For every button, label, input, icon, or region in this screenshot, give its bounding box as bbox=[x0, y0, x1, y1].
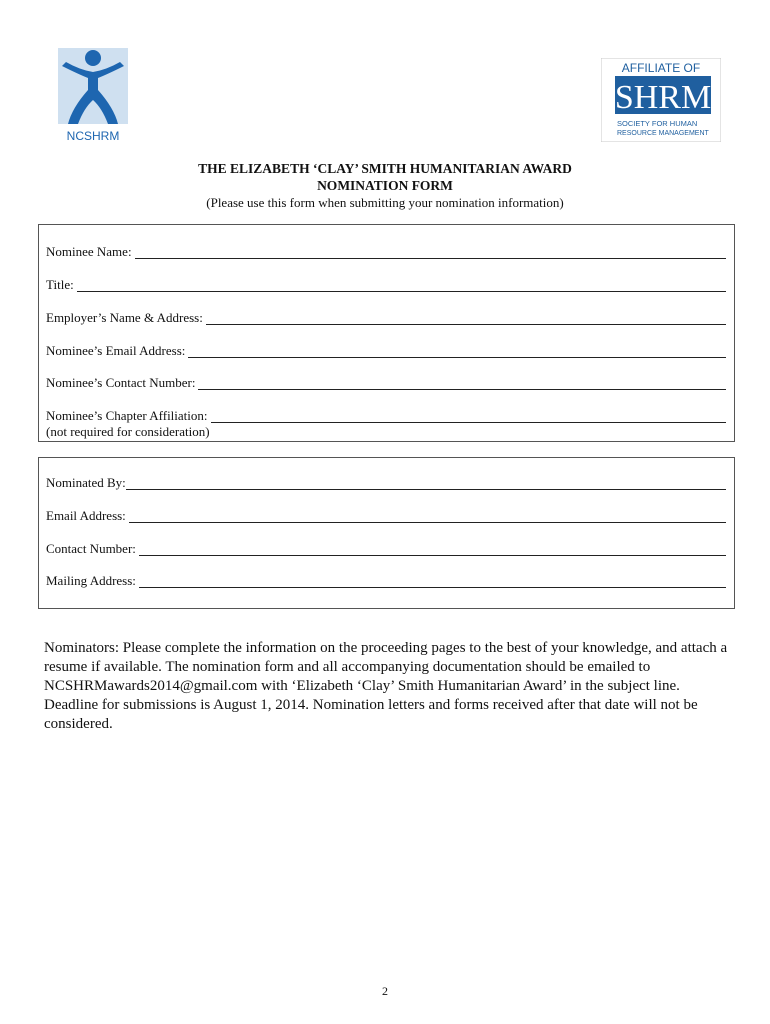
employer-label: Employer’s Name & Address: bbox=[46, 310, 203, 325]
nominator-info-box bbox=[38, 457, 735, 609]
nominee-name-field[interactable] bbox=[46, 244, 726, 259]
nominee-info-box bbox=[38, 224, 735, 442]
chapter-affiliation-field[interactable] bbox=[46, 408, 726, 423]
nominee-contact-line[interactable] bbox=[198, 378, 726, 390]
nominator-email-field[interactable] bbox=[46, 508, 726, 523]
employer-field[interactable] bbox=[46, 310, 726, 325]
instructions-paragraph: Nominators: Please complete the information on the proceeding pages to the best of your knowledge, and attach a resume if available. The nomination form and all accompanying documentation should be emailed to NCSHRMawards2014@gmail.com with ‘Elizabeth ‘Clay’ Smith Humanitarian Award’ in the subject line. Deadline for submissions is August 1, 2014. Nomination letters and forms received after that date will not be considered. bbox=[44, 640, 728, 732]
shrm-logo-icon bbox=[601, 58, 721, 142]
mailing-address-line[interactable] bbox=[139, 576, 726, 588]
shrm-tagline-1: SOCIETY FOR HUMAN bbox=[617, 119, 698, 128]
nominator-email-label: Email Address: bbox=[46, 508, 126, 523]
nominated-by-line[interactable] bbox=[126, 478, 726, 490]
shrm-tagline-2: RESOURCE MANAGEMENT bbox=[617, 130, 709, 137]
chapter-affiliation-label: Nominee’s Chapter Affiliation: bbox=[46, 408, 208, 423]
form-title: NOMINATION FORM bbox=[317, 178, 453, 193]
nominee-email-label: Nominee’s Email Address: bbox=[46, 343, 186, 358]
form-subtitle: (Please use this form when submitting your nomination information) bbox=[206, 195, 564, 210]
chapter-affiliation-note: (not required for consideration) bbox=[46, 424, 210, 439]
nominator-contact-label: Contact Number: bbox=[46, 541, 136, 556]
shrm-affiliate-logo bbox=[601, 58, 721, 142]
nominee-title-label: Title: bbox=[46, 277, 74, 292]
nominee-contact-field[interactable] bbox=[46, 375, 726, 390]
nominee-email-line[interactable] bbox=[188, 346, 726, 358]
affiliate-text: AFFILIATE OF bbox=[621, 61, 701, 75]
chapter-affiliation-line[interactable] bbox=[211, 411, 726, 423]
nominee-contact-label: Nominee’s Contact Number: bbox=[46, 375, 196, 390]
page-number: 2 bbox=[382, 984, 388, 998]
nominee-title-field[interactable] bbox=[46, 277, 726, 292]
nominee-name-line[interactable] bbox=[135, 247, 726, 259]
employer-line[interactable] bbox=[206, 313, 726, 325]
nominator-contact-line[interactable] bbox=[139, 544, 726, 556]
shrm-text: SHRM bbox=[614, 79, 712, 116]
nominee-email-field[interactable] bbox=[46, 343, 726, 358]
mailing-address-field[interactable] bbox=[46, 573, 726, 588]
nominator-email-line[interactable] bbox=[129, 511, 726, 523]
nominated-by-label: Nominated By: bbox=[46, 475, 126, 490]
ncshrm-figure-icon bbox=[58, 46, 128, 144]
ncshrm-text: NCSHRM bbox=[66, 129, 120, 143]
mailing-address-label: Mailing Address: bbox=[46, 573, 136, 588]
nominee-title-line[interactable] bbox=[77, 280, 726, 292]
nominated-by-field[interactable] bbox=[46, 475, 726, 490]
nominator-contact-field[interactable] bbox=[46, 541, 726, 556]
award-title: THE ELIZABETH ‘CLAY’ SMITH HUMANITARIAN AWARD bbox=[198, 161, 572, 176]
nominee-name-label: Nominee Name: bbox=[46, 244, 132, 259]
ncshrm-logo bbox=[58, 46, 128, 144]
